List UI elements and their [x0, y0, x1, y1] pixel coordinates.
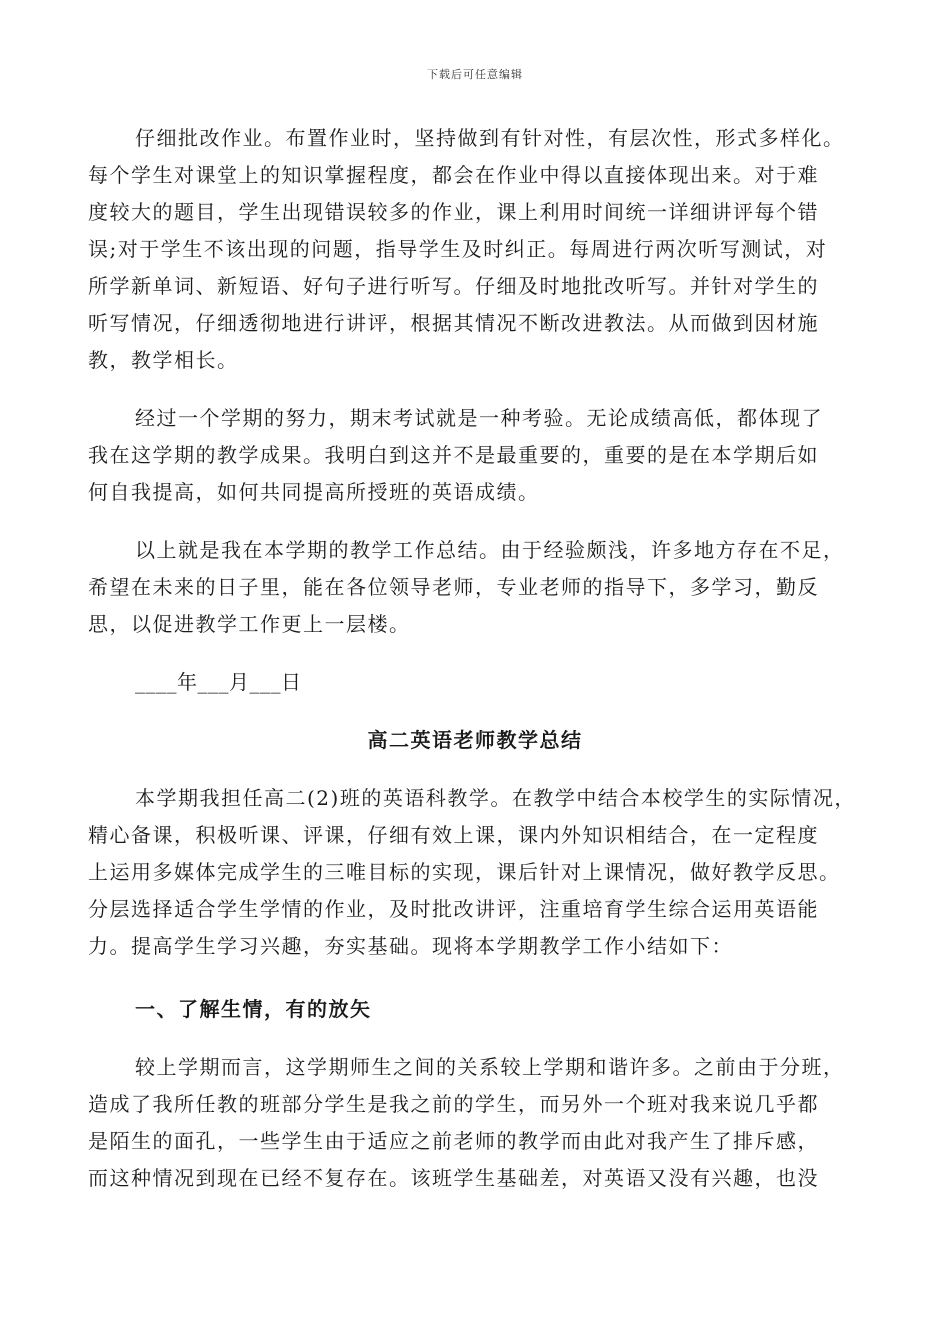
paragraph-line: 较上学期而言，这学期师生之间的关系较上学期和谐许多。之前由于分班， [135, 1055, 845, 1079]
paragraph-line: 教，教学相长。 [88, 348, 239, 372]
paragraph-line: 度较大的题目，学生出现错误较多的作业，课上利用时间统一详细讲评每个错 [88, 200, 819, 224]
date-line: ____年___月___日 [135, 670, 302, 694]
paragraph-line: 听写情况，仔细透彻地进行讲评，根据其情况不断改进教法。从而做到因材施 [88, 311, 819, 335]
section-heading: 一、了解生情，有的放矢 [135, 997, 372, 1021]
paragraph-line: 我在这学期的教学成果。我明白到这并不是最重要的，重要的是在本学期后如 [88, 443, 819, 467]
paragraph-line: 经过一个学期的努力，期末考试就是一种考验。无论成绩高低，都体现了 [135, 406, 823, 430]
paragraph-line: 而这种情况到现在已经不复存在。该班学生基础差，对英语又没有兴趣，也没 [88, 1166, 819, 1190]
paragraph-line: 希望在未来的日子里，能在各位领导老师，专业老师的指导下，多学习，勤反 [88, 575, 819, 599]
paragraph-line: 仔细批改作业。布置作业时，坚持做到有针对性，有层次性，形式多样化。 [135, 126, 845, 150]
paragraph-line: 以上就是我在本学期的教学工作总结。由于经验颇浅，许多地方存在不足， [135, 538, 845, 562]
paragraph-line: 力。提高学生学习兴趣，夯实基础。现将本学期教学工作小结如下： [88, 934, 733, 958]
paragraph-line: 上运用多媒体完成学生的三唯目标的实现，课后针对上课情况，做好教学反思。 [88, 860, 841, 884]
paragraph-line: 所学新单词、新短语、好句子进行听写。仔细及时地批改听写。并针对学生的 [88, 274, 819, 298]
paragraph-line: 思，以促进教学工作更上一层楼。 [88, 612, 411, 636]
paragraph-line: 是陌生的面孔，一些学生由于适应之前老师的教学而由此对我产生了排斥感， [88, 1129, 819, 1153]
paragraph-line: 本学期我担任高二(2)班的英语科教学。在教学中结合本校学生的实际情况， [135, 786, 856, 810]
page-header: 下载后可任意编辑 [427, 68, 523, 81]
paragraph-line: 误;对于学生不该出现的问题，指导学生及时纠正。每周进行两次听写测试，对 [88, 237, 828, 261]
paragraph-line: 精心备课，积极听课、评课，仔细有效上课，课内外知识相结合，在一定程度 [88, 823, 819, 847]
paragraph-line: 分层选择适合学生学情的作业，及时批改讲评，注重培育学生综合运用英语能 [88, 897, 819, 921]
paragraph-line: 造成了我所任教的班部分学生是我之前的学生，而另外一个班对我来说几乎都 [88, 1092, 819, 1116]
document-title: 高二英语老师教学总结 [367, 728, 583, 752]
paragraph-line: 每个学生对课堂上的知识掌握程度，都会在作业中得以直接体现出来。对于难 [88, 163, 819, 187]
paragraph-line: 何自我提高，如何共同提高所授班的英语成绩。 [88, 480, 540, 504]
